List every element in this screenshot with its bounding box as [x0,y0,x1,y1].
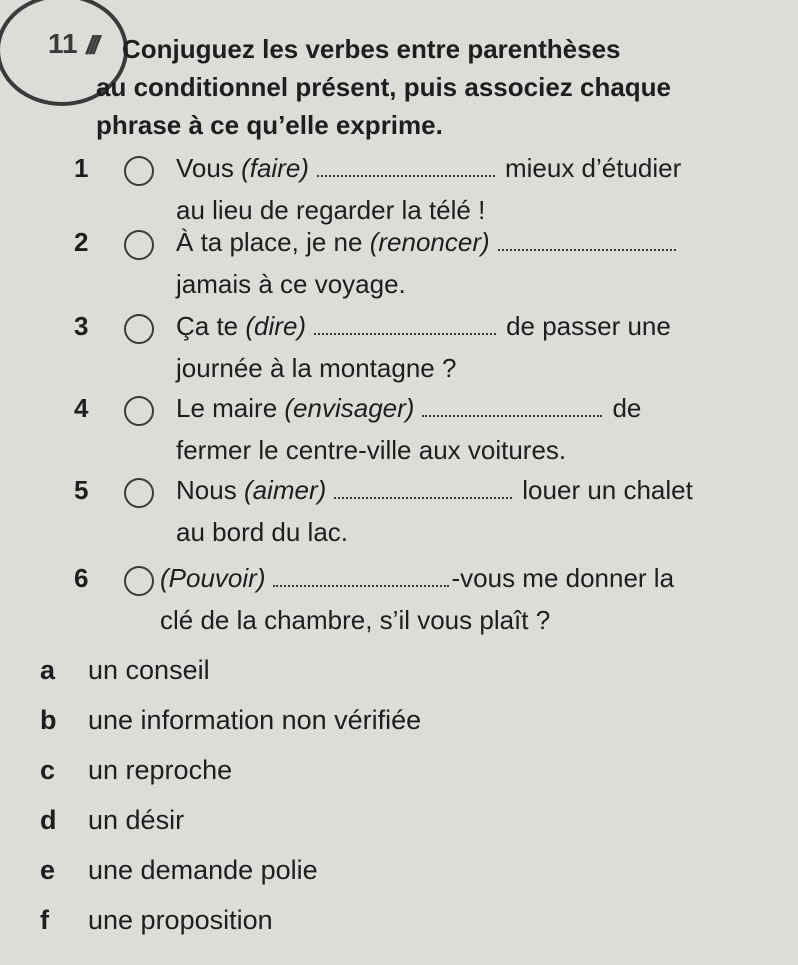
choice-text: une information non vérifiée [88,705,422,735]
answer-circle[interactable] [124,396,154,426]
choice-f [40,900,273,940]
sentence-line-2: au lieu de regarder la télé ! [176,195,486,225]
choice-c [40,750,232,790]
item-number: 5 [74,475,89,505]
verb-infinitive: (Pouvoir) [160,563,266,593]
sentence-text: de passer une [506,311,671,341]
choice-letter: f [40,905,49,935]
sentence-line-1 [160,558,674,598]
sentence-line-1 [176,470,693,510]
verb-infinitive: (envisager) [284,393,415,423]
sentence-text: mieux d’étudier [504,153,682,183]
sentence-line-1 [176,306,671,346]
item-number: 3 [74,311,89,341]
sentence-line-2: jamais à ce voyage. [176,269,406,299]
choice-letter: c [40,755,56,785]
choice-text: une proposition [88,905,273,935]
sentence-line-2: clé de la chambre, s’il vous plaît ? [160,605,551,635]
sentence-text: de [612,393,642,423]
sentence-line-2: au bord du lac. [176,517,349,547]
verb-infinitive: (aimer) [243,475,327,505]
fill-in-blank[interactable] [422,393,602,417]
sentence-line-1 [176,388,641,428]
choice-text: une demande polie [88,855,318,885]
item-number: 4 [74,393,89,423]
fill-in-blank[interactable] [273,563,449,587]
fill-in-blank[interactable] [334,475,512,499]
choice-letter: e [40,855,56,885]
fill-in-blank[interactable] [498,227,676,251]
sentence-item [0,222,798,306]
verb-infinitive: (renoncer) [369,227,490,257]
instruction-line-1: Conjuguez les verbes entre parenthèses [122,34,621,64]
answer-circle[interactable] [124,230,154,260]
difficulty-level-mark: /// [86,30,96,60]
sentence-line-2: journée à la montagne ? [176,353,457,383]
sentence-line-1 [176,148,681,188]
exercise-number: 11 [48,28,78,59]
sentence-line-2: fermer le centre-ville aux voitures. [176,435,567,465]
choice-d [40,800,184,840]
sentence-text: -vous me donner la [451,563,675,593]
verb-infinitive: (dire) [245,311,307,341]
fill-in-blank[interactable] [317,153,495,177]
sentence-text: louer un chalet [522,475,693,505]
choice-e [40,850,318,890]
choice-letter: a [40,655,56,685]
item-number: 2 [74,227,89,257]
item-number: 1 [74,153,89,183]
sentence-item [0,470,798,554]
sentence-item [0,306,798,390]
sentence-line-1 [176,222,686,262]
sentence-text: À ta place, je ne [176,227,363,257]
sentence-item [0,388,798,472]
choice-a [40,650,210,690]
choice-text: un désir [88,805,185,835]
fill-in-blank[interactable] [314,311,496,335]
instruction-line-2: au conditionnel présent, puis associez chaque [96,72,672,102]
sentence-text: Vous [176,153,234,183]
sentence-text: Nous [176,475,237,505]
choice-letter: d [40,805,57,835]
answer-circle[interactable] [124,566,154,596]
sentence-item [0,558,798,642]
instruction-line-3: phrase à ce qu’elle exprime. [96,110,443,140]
sentence-text: Le maire [176,393,278,423]
answer-circle[interactable] [124,314,154,344]
choice-letter: b [40,705,57,735]
exercise-instruction [96,30,762,144]
choice-text: un conseil [88,655,210,685]
choice-text: un reproche [88,755,233,785]
choice-b [40,700,421,740]
sentence-text: Ça te [176,311,239,341]
answer-circle[interactable] [124,156,154,186]
verb-infinitive: (faire) [241,153,309,183]
item-number: 6 [74,563,89,593]
answer-circle[interactable] [124,478,154,508]
sentence-item [0,148,798,232]
